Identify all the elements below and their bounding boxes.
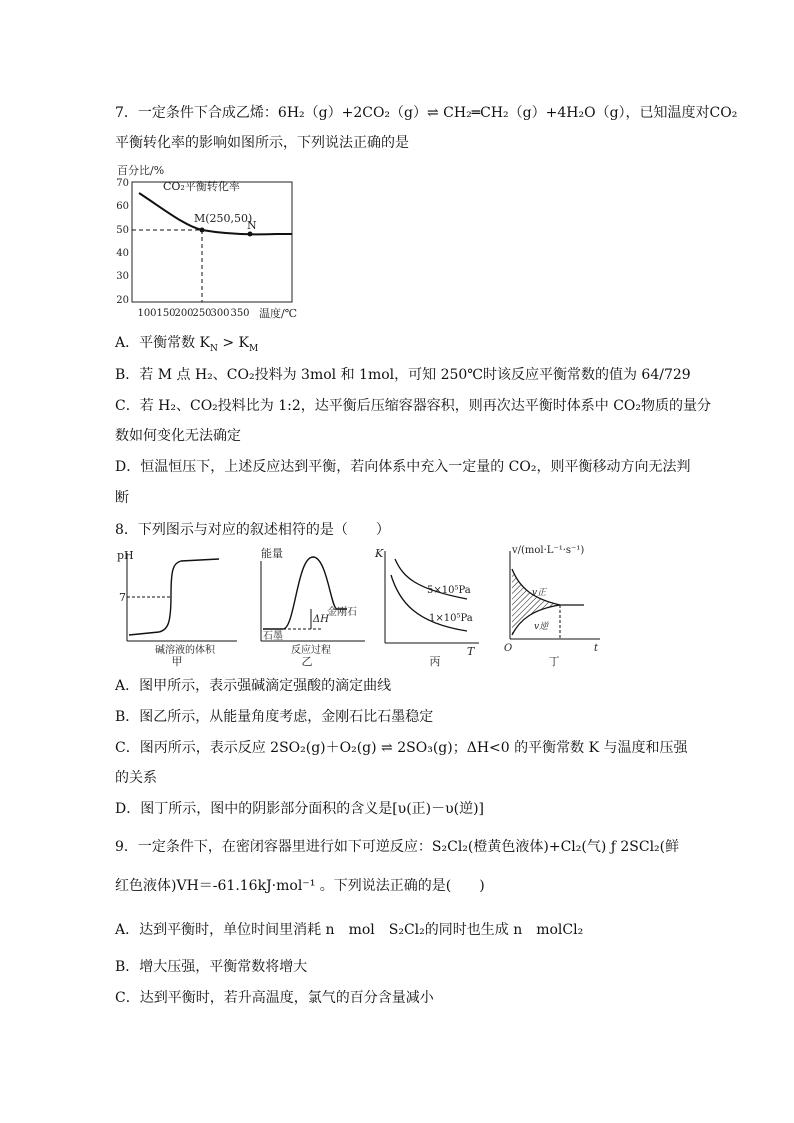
fig-ding-xlabel: t	[594, 643, 599, 654]
q7-option-b: B．若 M 点 H₂、CO₂投料为 3mol 和 1mol，可知 250℃时该反应平衡常数的值为 64/729	[115, 367, 691, 383]
fig-jia-xlabel: 碱溶液的体积	[155, 645, 215, 656]
ytick: 70	[116, 178, 129, 189]
q7-option-a-sub2: M	[249, 343, 259, 354]
ytick: 50	[116, 225, 129, 236]
ytick: 30	[116, 271, 129, 282]
q9-option-c: C．达到平衡时，若升高温度，氯气的百分含量减小	[115, 990, 434, 1006]
ytick: 60	[116, 201, 129, 212]
ytick: 40	[116, 248, 129, 259]
q7-option-a	[115, 334, 258, 358]
q9-stem-line1: 9．一定条件下，在密闭容器里进行如下可逆反应：S₂Cl₂(橙黄色液体)+Cl₂(气) ƒ 2SCl₂(鲜	[115, 839, 680, 855]
fig-bing-ylabel: K	[375, 547, 384, 560]
q8-stem: 8．下列图示与对应的叙述相符的是（ ）	[115, 522, 390, 538]
xtick: 250	[192, 308, 212, 319]
q7-curve-label: CO₂平衡转化率	[163, 180, 240, 193]
q7-option-a-text: A．平衡常数 K	[115, 335, 211, 351]
fig-ding-vfwd-label: v正	[532, 588, 547, 598]
fig-yi-ylabel: 能量	[261, 547, 283, 560]
fig-jia-caption: 甲	[171, 655, 183, 667]
fig-yi-graphite: 石墨	[263, 631, 283, 642]
q8-option-b: B．图乙所示，从能量角度考虑，金刚石比石墨稳定	[115, 709, 434, 725]
q8-option-c-line2: 的关系	[115, 770, 157, 786]
fig-ding-caption: 丁	[548, 655, 560, 667]
q7-graph-xlabel: 温度/℃	[259, 307, 298, 320]
fig-bing-curve2-label: 1×10⁵Pa	[429, 613, 473, 624]
q9-option-b: B．增大压强，平衡常数将增大	[115, 959, 308, 975]
fig-ding-vrev-label: v逆	[534, 622, 549, 632]
q7-option-c-line2: 数如何变化无法确定	[115, 428, 241, 444]
fig-ding-ylabel: v/(mol·L⁻¹·s⁻¹)	[512, 545, 585, 556]
fig-ding-origin: O	[504, 643, 513, 654]
point-n	[248, 232, 253, 237]
q7-graph	[115, 160, 310, 322]
q7-stem-line1: 7．一定条件下合成乙烯：6H₂（g）+2CO₂（g）⇌ CH₂═CH₂（g）+4H₂O（g），已知温度对CO₂	[115, 105, 738, 121]
q7-option-d-line2: 断	[115, 490, 129, 506]
fig-yi-xlabel: 反应过程	[291, 645, 331, 656]
fig-yi	[255, 543, 370, 667]
fig-jia	[115, 545, 240, 667]
q7-option-a-sub1: N	[210, 343, 218, 354]
xtick: 200	[174, 308, 194, 319]
fig-yi-caption: 乙	[301, 655, 313, 667]
point-n-label: N	[247, 219, 257, 232]
q8-option-c-line1: C．图丙所示，表示反应 2SO₂(g)＋O₂(g) ⇌ 2SO₃(g)；ΔH<0 的平衡常数 K 与温度和压强	[115, 740, 688, 756]
fig-bing	[375, 545, 485, 667]
q7-option-a-mid: > K	[217, 335, 249, 351]
fig-bing-xlabel: T	[467, 645, 475, 658]
xtick: 100	[137, 308, 157, 319]
fig-yi-diamond: 金刚石	[327, 607, 357, 618]
point-m-label: M(250,50)	[194, 212, 253, 225]
q8-option-a: A．图甲所示，表示强碱滴定强酸的滴定曲线	[115, 678, 392, 694]
q7-option-d-line1: D．恒温恒压下，上述反应达到平衡，若向体系中充入一定量的 CO₂，则平衡移动方向无法判	[115, 459, 691, 475]
q7-stem-line2: 平衡转化率的影响如图所示，下列说法正确的是	[115, 135, 409, 151]
fig-ding	[500, 543, 615, 667]
fig-bing-curve1-label: 5×10⁵Pa	[427, 585, 471, 596]
fig-jia-ymark: 7	[119, 591, 126, 604]
q8-option-d: D．图丁所示，图中的阴影部分面积的含义是[υ(正)－υ(逆)]	[115, 801, 485, 817]
fig-yi-curve	[263, 557, 347, 629]
ytick: 20	[116, 295, 129, 306]
xtick: 150	[156, 308, 176, 319]
q7-graph-ylabel: 百分比/%	[117, 164, 165, 177]
q7-option-c-line1: C．若 H₂、CO₂投料比为 1:2，达平衡后压缩容器容积，则再次达平衡时体系中 CO₂物质的量分	[115, 398, 712, 414]
point-m	[200, 228, 205, 233]
fig-yi-dh: ΔH	[313, 614, 329, 625]
fig-jia-ylabel: pH	[117, 549, 134, 562]
q9-option-a: A．达到平衡时，单位时间里消耗 n mol S₂Cl₂的同时也生成 n molCl₂	[115, 922, 584, 938]
q9-stem-line2: 红色液体)VH＝-61.16kJ·mol⁻¹ 。下列说法正确的是( )	[115, 878, 485, 894]
xtick: 350	[230, 308, 250, 319]
xtick: 300	[210, 308, 230, 319]
fig-bing-caption: 丙	[429, 655, 441, 667]
